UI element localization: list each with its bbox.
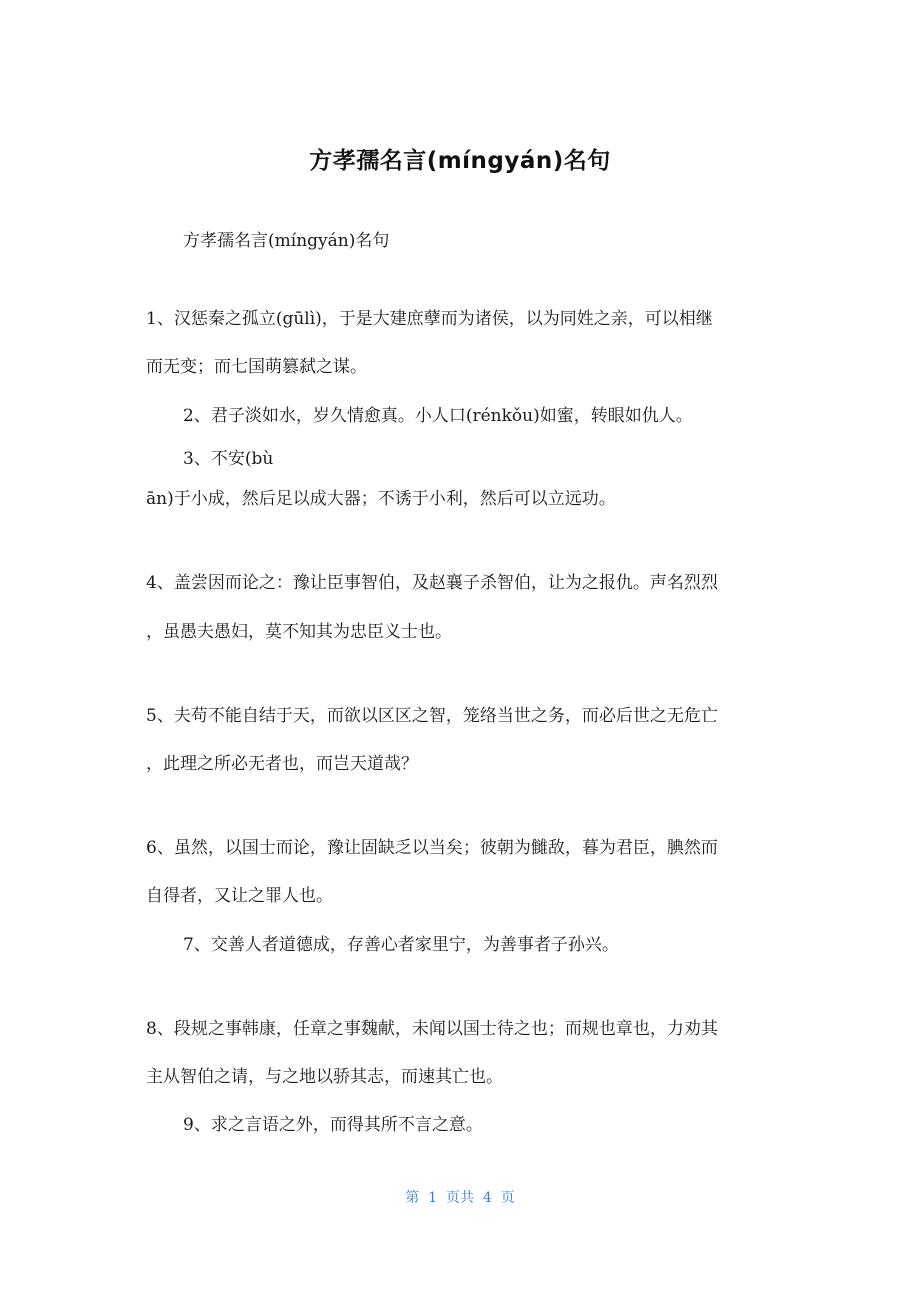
paragraph-line: 8、段规之事韩康，任章之事魏献，未闻以国士待之也；而规也章也，力劝其 (146, 1019, 718, 1039)
paragraph-line: 主从智伯之请，与之地以骄其志，而速其亡也。 (146, 1067, 503, 1087)
paragraph-line: 6、虽然，以国士而论，豫让固缺乏以当矣；彼朝为雠敌，暮为君臣，腆然而 (146, 838, 718, 858)
page-number-footer: 第 1 页共 4 页 (405, 1190, 515, 1206)
paragraph-line: 9、求之言语之外，而得其所不言之意。 (183, 1115, 483, 1135)
document-subtitle: 方孝孺名言(míngyán)名句 (183, 231, 390, 251)
paragraph-line: 4、盖尝因而论之：豫让臣事智伯，及赵襄子杀智伯，让为之报仇。声名烈烈 (146, 573, 718, 593)
paragraph-line: 2、君子淡如水，岁久情愈真。小人口(rénkǒu)如蜜，转眼如仇人。 (183, 406, 693, 426)
paragraph-line: 而无变；而七国萌篡弑之谋。 (146, 357, 367, 377)
paragraph-line: ān)于小成，然后足以成大器；不诱于小利，然后可以立远功。 (146, 489, 616, 509)
paragraph-line: 5、夫苟不能自结于天，而欲以区区之智，笼络当世之务，而必后世之无危亡 (146, 706, 718, 726)
paragraph-line: ，虽愚夫愚妇，莫不知其为忠臣义士也。 (146, 622, 452, 642)
paragraph-line: 1、汉惩秦之孤立(gūlì)，于是大建庶孽而为诸侯，以为同姓之亲，可以相继 (146, 309, 713, 329)
document-title: 方孝孺名言(míngyán)名句 (309, 148, 611, 174)
paragraph-line: ，此理之所必无者也，而岂天道哉？ (146, 754, 418, 774)
paragraph-line: 自得者，又让之罪人也。 (146, 886, 333, 906)
paragraph-line: 3、不安(bù (183, 449, 274, 469)
paragraph-line: 7、交善人者道德成，存善心者家里宁，为善事者子孙兴。 (183, 935, 619, 955)
